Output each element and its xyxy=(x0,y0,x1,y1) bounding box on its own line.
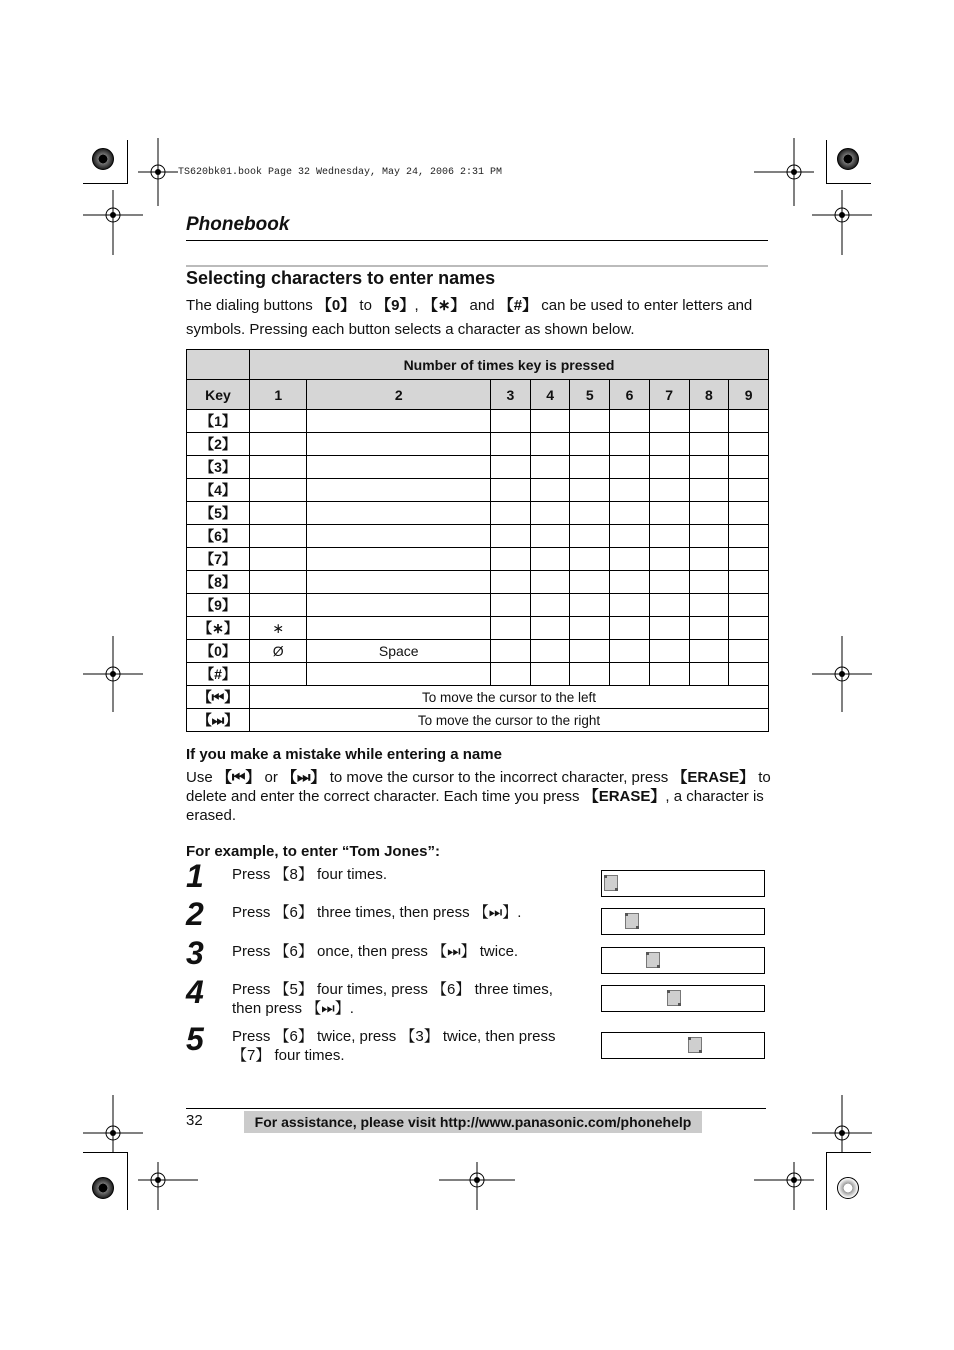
table-cell xyxy=(530,410,570,433)
table-column-header: 2 xyxy=(307,380,491,410)
table-cell xyxy=(689,433,729,456)
table-corner xyxy=(187,350,250,380)
table-cell xyxy=(530,594,570,617)
table-cell xyxy=(530,502,570,525)
step-text: Press 【5】 four times, press 【6】 three times, then press 【⏭】. xyxy=(232,981,553,1017)
table-key-cell: 【8】 xyxy=(187,571,250,594)
table-row xyxy=(187,571,769,594)
table-cell xyxy=(649,617,689,640)
table-cell xyxy=(570,571,610,594)
table-cell xyxy=(649,479,689,502)
table-cell xyxy=(729,525,769,548)
table-column-header: 5 xyxy=(570,380,610,410)
table-cell: Ø xyxy=(250,640,307,663)
table-cell xyxy=(570,525,610,548)
table-cell xyxy=(610,548,650,571)
table-key-cell: 【1】 xyxy=(187,410,250,433)
table-row xyxy=(187,433,769,456)
table-cell xyxy=(491,479,531,502)
table-cell xyxy=(491,571,531,594)
table-cell xyxy=(491,502,531,525)
table-cell xyxy=(570,479,610,502)
step-number: 1 xyxy=(186,858,204,894)
table-cell xyxy=(491,617,531,640)
table-cell xyxy=(689,640,729,663)
table-cell xyxy=(530,548,570,571)
table-column-header: 8 xyxy=(689,380,729,410)
table-cell: Space xyxy=(307,640,491,663)
table-cell xyxy=(250,594,307,617)
intro-text: and xyxy=(465,297,499,314)
table-column-header: 9 xyxy=(729,380,769,410)
table-cell xyxy=(530,479,570,502)
table-cell xyxy=(570,640,610,663)
table-cell xyxy=(649,663,689,686)
table-key-cell: 【3】 xyxy=(187,456,250,479)
intro-text: The dialing buttons xyxy=(186,297,317,314)
table-cell xyxy=(530,433,570,456)
table-cell xyxy=(491,663,531,686)
table-key-cell: 【0】 xyxy=(187,640,250,663)
table-cell xyxy=(610,502,650,525)
key-star: 【∗】 xyxy=(422,297,466,314)
table-row xyxy=(187,525,769,548)
table-row xyxy=(187,456,769,479)
cursor-icon xyxy=(688,1037,702,1053)
table-column-header: 4 xyxy=(530,380,570,410)
table-cell xyxy=(610,617,650,640)
table-cell xyxy=(250,479,307,502)
table-cell xyxy=(307,433,491,456)
table-cell xyxy=(649,525,689,548)
table-cell xyxy=(307,479,491,502)
table-cell xyxy=(570,410,610,433)
mistake-text: , a character is erased. xyxy=(186,788,764,824)
table-cell xyxy=(491,548,531,571)
table-cell xyxy=(250,410,307,433)
table-cell xyxy=(570,663,610,686)
mistake-heading: If you make a mistake while entering a name xyxy=(186,746,502,763)
table-key-cell: 【7】 xyxy=(187,548,250,571)
table-row xyxy=(187,479,769,502)
table-cell xyxy=(307,663,491,686)
table-row xyxy=(187,709,769,732)
table-cell xyxy=(689,571,729,594)
table-cell xyxy=(729,433,769,456)
step-number: 4 xyxy=(186,974,204,1010)
table-cell xyxy=(530,456,570,479)
step-text: Press 【6】 twice, press 【3】 twice, then press 【7】 four times. xyxy=(232,1028,556,1064)
step-number: 3 xyxy=(186,935,204,971)
section-divider xyxy=(186,240,768,241)
table-cell xyxy=(689,548,729,571)
step-text: Press 【6】 once, then press 【⏭】 twice. xyxy=(232,943,519,960)
table-span-cell: To move the cursor to the right xyxy=(250,709,769,732)
table-key-cell: 【#】 xyxy=(187,663,250,686)
table-cell xyxy=(307,571,491,594)
table-cell xyxy=(307,594,491,617)
table-cell xyxy=(307,548,491,571)
table-cell xyxy=(649,433,689,456)
table-row xyxy=(187,548,769,571)
cursor-icon xyxy=(667,990,681,1006)
table-cell xyxy=(307,502,491,525)
display-screen xyxy=(601,908,765,935)
table-cell xyxy=(610,663,650,686)
cursor-icon xyxy=(604,875,618,891)
table-cell xyxy=(250,525,307,548)
table-cell xyxy=(570,594,610,617)
table-key-cell: 【6】 xyxy=(187,525,250,548)
key-9: 【9】 xyxy=(376,297,415,314)
table-row xyxy=(187,663,769,686)
key-hash: 【#】 xyxy=(498,297,538,314)
footer-divider xyxy=(186,1108,766,1109)
step-text: Press 【8】 four times. xyxy=(232,866,388,883)
mistake-text: to delete and enter the correct character. Each time you press xyxy=(186,769,771,805)
table-cell xyxy=(530,640,570,663)
table-cell xyxy=(307,456,491,479)
table-cell xyxy=(729,617,769,640)
table-cell xyxy=(570,502,610,525)
table-column-header: 3 xyxy=(491,380,531,410)
intro-text: to xyxy=(355,297,377,314)
table-cell xyxy=(729,479,769,502)
table-cell xyxy=(610,479,650,502)
table-cell xyxy=(570,456,610,479)
table-cell xyxy=(570,433,610,456)
mistake-text: to move the cursor to the incorrect character, press xyxy=(325,769,673,786)
display-screen xyxy=(601,985,765,1012)
character-table xyxy=(186,349,769,732)
table-cell xyxy=(307,617,491,640)
table-cell xyxy=(649,640,689,663)
table-row xyxy=(187,640,769,663)
table-cell xyxy=(610,525,650,548)
table-cell xyxy=(729,548,769,571)
table-cell xyxy=(530,617,570,640)
table-cell xyxy=(649,456,689,479)
table-cell xyxy=(649,548,689,571)
table-cell xyxy=(610,433,650,456)
section-title: Phonebook xyxy=(186,214,290,235)
table-key-cell: 【⏭】 xyxy=(187,709,250,732)
table-cell: ∗ xyxy=(250,617,307,640)
table-cell xyxy=(307,410,491,433)
table-cell xyxy=(491,640,531,663)
key-0: 【0】 xyxy=(316,297,356,314)
mistake-text: or xyxy=(260,769,283,786)
display-screen xyxy=(601,947,765,974)
step-number: 2 xyxy=(186,896,204,932)
table-cell xyxy=(530,571,570,594)
mistake-text: Use xyxy=(186,769,217,786)
table-cell xyxy=(729,640,769,663)
table-key-cell: 【2】 xyxy=(187,433,250,456)
step-text: Press 【6】 three times, then press 【⏭】. xyxy=(232,904,522,921)
table-cell xyxy=(649,594,689,617)
table-cell xyxy=(491,525,531,548)
table-row xyxy=(187,594,769,617)
table-key-header: Key xyxy=(187,380,250,410)
page-number: 32 xyxy=(186,1112,203,1129)
table-cell xyxy=(689,479,729,502)
table-cell xyxy=(610,456,650,479)
table-cell xyxy=(610,410,650,433)
table-cell xyxy=(649,410,689,433)
table-cell xyxy=(689,502,729,525)
table-cell xyxy=(250,571,307,594)
cursor-icon xyxy=(625,913,639,929)
key-erase: 【ERASE】 xyxy=(672,769,755,786)
table-cell xyxy=(491,456,531,479)
table-cell xyxy=(649,571,689,594)
table-cell xyxy=(530,525,570,548)
table-cell xyxy=(729,410,769,433)
mistake-paragraph xyxy=(186,768,776,825)
table-cell xyxy=(689,617,729,640)
table-key-cell: 【9】 xyxy=(187,594,250,617)
table-span-cell: To move the cursor to the left xyxy=(250,686,769,709)
table-group-header: Number of times key is pressed xyxy=(250,350,769,380)
key-erase: 【ERASE】 xyxy=(583,788,666,805)
table-cell xyxy=(729,594,769,617)
heading-divider xyxy=(186,265,768,267)
example-heading: For example, to enter “Tom Jones”: xyxy=(186,843,440,860)
table-cell xyxy=(570,617,610,640)
table-cell xyxy=(307,525,491,548)
table-cell xyxy=(610,594,650,617)
table-key-cell: 【4】 xyxy=(187,479,250,502)
display-screen xyxy=(601,1032,765,1059)
intro-paragraph xyxy=(186,294,766,342)
table-cell xyxy=(689,525,729,548)
cursor-icon xyxy=(646,952,660,968)
table-cell xyxy=(729,502,769,525)
table-cell xyxy=(491,433,531,456)
display-screen xyxy=(601,870,765,897)
table-cell xyxy=(689,594,729,617)
key-right: 【⏭】 xyxy=(282,769,326,786)
table-key-cell: 【∗】 xyxy=(187,617,250,640)
table-cell xyxy=(570,548,610,571)
table-cell xyxy=(610,640,650,663)
table-cell xyxy=(729,456,769,479)
step-number: 5 xyxy=(186,1021,204,1057)
table-cell xyxy=(250,548,307,571)
table-key-cell: 【5】 xyxy=(187,502,250,525)
intro-text: , xyxy=(414,297,423,314)
table-cell xyxy=(689,410,729,433)
page-heading: Selecting characters to enter names xyxy=(186,268,496,288)
table-cell xyxy=(689,663,729,686)
table-cell xyxy=(250,433,307,456)
table-cell xyxy=(250,663,307,686)
table-column-header: 7 xyxy=(649,380,689,410)
intro-text: can be used to enter letters and symbols. Pressing each button selects a character as shown below. xyxy=(186,297,753,338)
print-header: TS620bk01.book Page 32 Wednesday, May 24, 2006 2:31 PM xyxy=(178,167,503,178)
table-cell xyxy=(729,663,769,686)
table-cell xyxy=(610,571,650,594)
table-column-header: 1 xyxy=(250,380,307,410)
table-column-header: 6 xyxy=(610,380,650,410)
table-cell xyxy=(491,594,531,617)
table-cell xyxy=(729,571,769,594)
table-row xyxy=(187,502,769,525)
table-cell xyxy=(649,502,689,525)
table-cell xyxy=(250,456,307,479)
table-row xyxy=(187,686,769,709)
table-row xyxy=(187,410,769,433)
assistance-banner: For assistance, please visit http://www.panasonic.com/phonehelp xyxy=(244,1111,702,1133)
table-cell xyxy=(689,456,729,479)
table-cell xyxy=(491,410,531,433)
table-cell xyxy=(250,502,307,525)
table-row xyxy=(187,617,769,640)
key-left: 【⏮】 xyxy=(216,769,261,786)
table-cell xyxy=(530,663,570,686)
table-key-cell: 【⏮】 xyxy=(187,686,250,709)
